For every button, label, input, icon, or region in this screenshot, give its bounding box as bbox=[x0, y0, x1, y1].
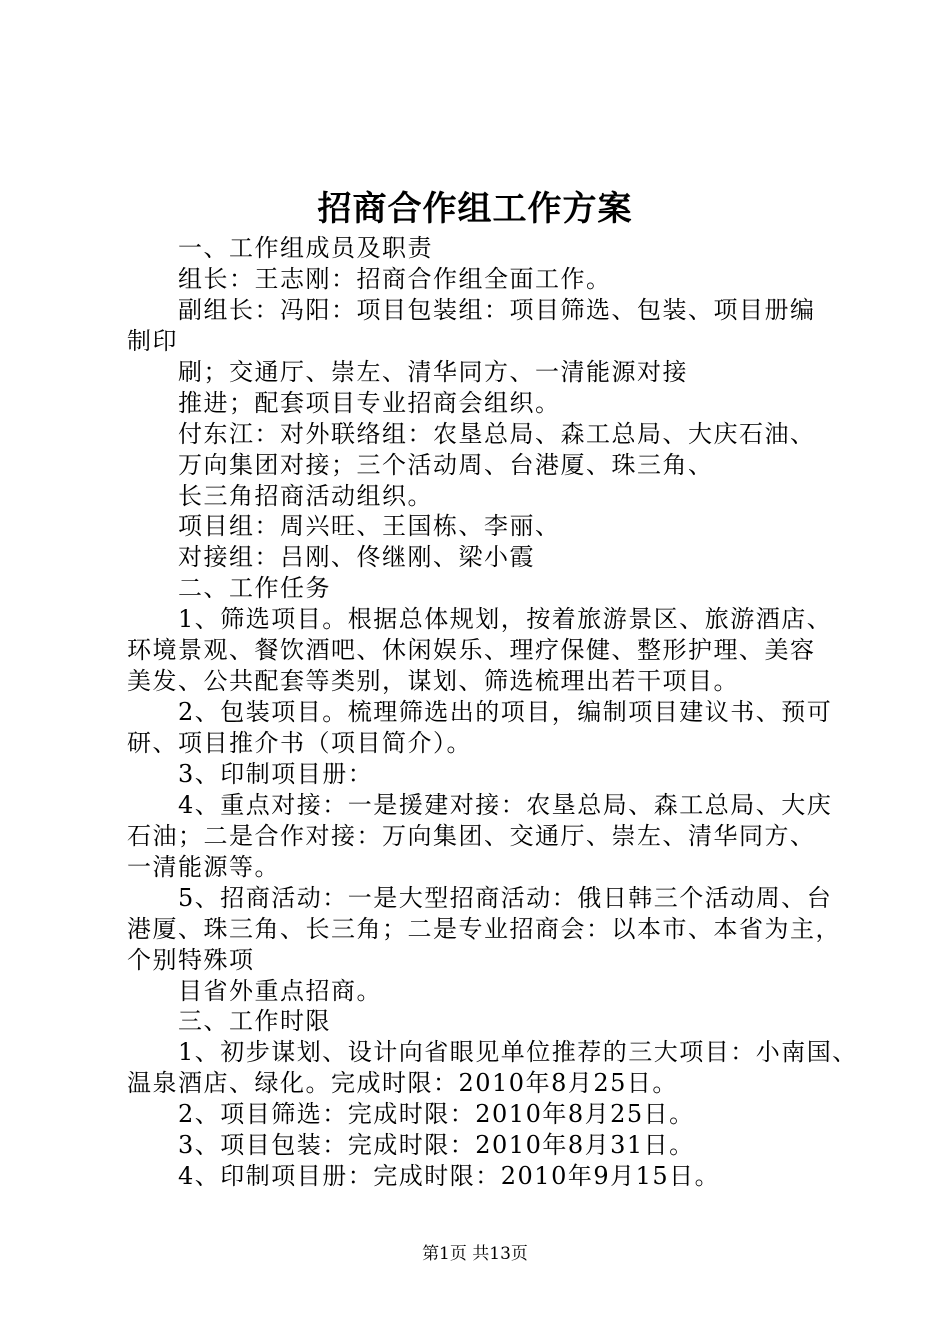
body-line: 组长：王志刚：招商合作组全面工作。 bbox=[178, 264, 612, 293]
body-line: 港厦、珠三角、长三角；二是专业招商会：以本市、本省为主， bbox=[127, 914, 841, 943]
body-line: 目省外重点招商。 bbox=[178, 976, 382, 1005]
body-line: 个别特殊项 bbox=[127, 945, 255, 974]
body-line: 长三角招商活动组织。 bbox=[178, 481, 433, 510]
body-line: 温泉酒店、绿化。完成时限：2010年8月25日。 bbox=[127, 1069, 678, 1098]
body-line: 5、招商活动：一是大型招商活动：俄日韩三个活动周、台 bbox=[178, 883, 833, 912]
body-line: 4、印制项目册：完成时限：2010年9月15日。 bbox=[178, 1162, 721, 1191]
body-line: 研、项目推介书（项目简介）。 bbox=[127, 729, 472, 757]
body-line: 4、重点对接：一是援建对接：农垦总局、森工总局、大庆 bbox=[178, 790, 833, 819]
body-line: 对接组：吕刚、佟继刚、梁小霞 bbox=[178, 543, 535, 572]
body-line: 2、包装项目。梳理筛选出的项目，编制项目建议书、预可 bbox=[178, 698, 833, 727]
body-line: 副组长：冯阳：项目包装组：项目筛选、包装、项目册编 bbox=[178, 295, 816, 324]
body-line: 刷；交通厅、崇左、清华同方、一清能源对接 bbox=[178, 357, 688, 386]
body-line: 一清能源等。 bbox=[127, 852, 280, 881]
body-line: 三、工作时限 bbox=[178, 1007, 331, 1036]
page-footer: 第1页 共13页 bbox=[422, 1244, 528, 1264]
body-line: 万向集团对接；三个活动周、台港厦、珠三角、 bbox=[178, 450, 714, 479]
body-line: 2、项目筛选：完成时限：2010年8月25日。 bbox=[178, 1100, 695, 1129]
body-line: 环境景观、餐饮酒吧、休闲娱乐、理疗保健、整形护理、美容 bbox=[127, 636, 816, 665]
body-line: 3、项目包装：完成时限：2010年8月31日。 bbox=[178, 1131, 695, 1160]
body-line: 1、筛选项目。根据总体规划，按着旅游景区、旅游酒店、 bbox=[178, 605, 833, 634]
body-line: 1、初步谋划、设计向省眼见单位推荐的三大项目：小南国、 bbox=[178, 1038, 858, 1067]
body-line: 制印 bbox=[127, 326, 178, 355]
body-line: 3、印制项目册： bbox=[178, 759, 374, 788]
body-line: 一、工作组成员及职责 bbox=[178, 234, 433, 262]
body-line: 美发、公共配套等类别，谋划、筛选梳理出若干项目。 bbox=[127, 667, 739, 696]
body-line: 付东江：对外联络组：农垦总局、森工总局、大庆石油、 bbox=[178, 419, 816, 448]
document-title: 招商合作组工作方案 bbox=[317, 189, 633, 229]
body-line: 二、工作任务 bbox=[178, 574, 331, 603]
document-body bbox=[127, 233, 858, 1192]
body-line: 推进；配套项目专业招商会组织。 bbox=[178, 388, 561, 417]
body-line: 项目组：周兴旺、王国栋、李丽、 bbox=[178, 512, 561, 541]
body-line: 石油；二是合作对接：万向集团、交通厅、崇左、清华同方、 bbox=[127, 821, 816, 850]
